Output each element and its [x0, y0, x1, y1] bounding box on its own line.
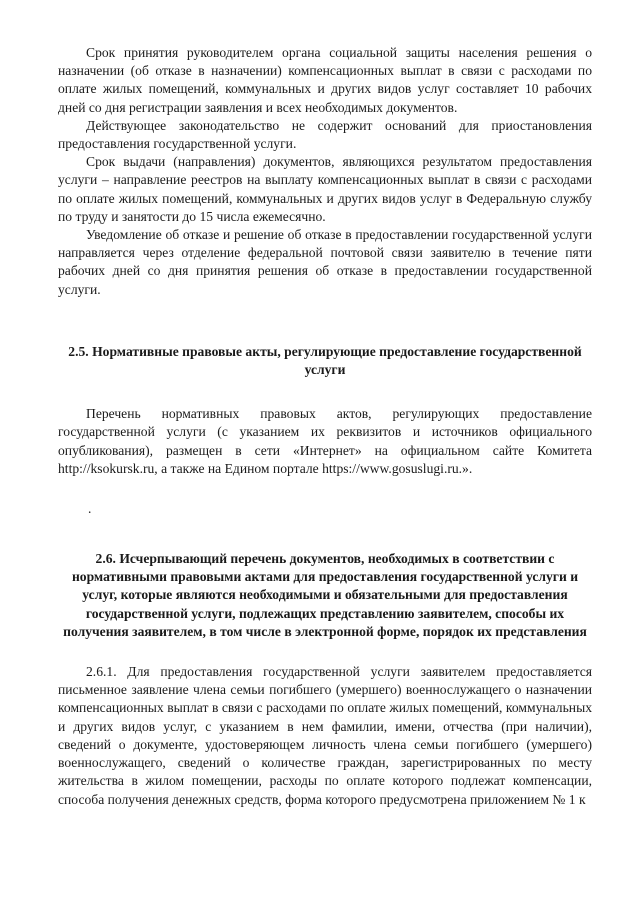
section-2-5-heading: 2.5. Нормативные правовые акты, регулирующие предоставление государственной услуги: [68, 343, 582, 378]
paragraph-decision-term: Срок принятия руководителем органа социальной защиты населения решения о назначении (об отказе в назначении) компенсационных выплат в связи с расходами по оплате жилых помещений, коммунальных и других видов услуг составляет 10 рабочих дней со дня регистрации заявления и всех необходимых документов.: [58, 45, 592, 115]
paragraph-refusal-notice: Уведомление об отказе и решение об отказе в предоставлении государственной услуги направляется через отделение федеральной почтовой связи заявителю в течение пяти рабочих дней со дня принятия решения об отказе в предоставлении государственной услуги.: [58, 227, 592, 297]
section-2-6-heading: 2.6. Исчерпывающий перечень документов, необходимых в соответствии с нормативными правовыми актами для предоставления государственной услуги и услуг, которые являются необходимыми и обязательными для предоставления государственной услуги, подлежащих представлению заявителем, способы их получения заявителем, в том числе в электронной форме, порядок их представления: [63, 551, 587, 639]
paragraph-no-suspension: Действующее законодательство не содержит оснований для приостановления предоставления государственной услуги.: [58, 117, 592, 152]
paragraph-issuance-term: Срок выдачи (направления) документов, являющихся результатом предоставления услуги – направление реестров на выплату компенсационных выплат в связи с расходами по оплате жилых помещений, коммунальных и других видов услуг в Федеральную службу по труду и занятости до 15 числа ежемесячно.: [58, 154, 592, 224]
stray-mark: .: [88, 501, 92, 517]
paragraph-2-6-1: 2.6.1. Для предоставления государственной услуги заявителем предоставляется письменное заявление члена семьи погибшего (умершего) военнослужащего о назначении компенсационных выплат в связи с расходами по оплате жилых помещений, коммунальных и других видов услуг, с указанием в нем фамилии, имени, отчества (при наличии), сведений о документе, удостоверяющем личность члена семьи погибшего (умершего) военнослужащего, сведений о количестве граждан, зарегистрированных по месту жительства в жилом помещении, расходы по оплате которого подлежат компенсации, способа получения денежных средств, форма которого предусмотрена приложением № 1 к: [58, 664, 592, 807]
paragraph-legal-acts: Перечень нормативных правовых актов, регулирующих предоставление государственной услуги (с указанием их реквизитов и источников официального опубликования), размещен в сети «Интернет» на официальном сайте Комитета http://ksokursk.ru, а также на Едином портале https://www.gosuslugi.ru.».: [58, 406, 592, 476]
